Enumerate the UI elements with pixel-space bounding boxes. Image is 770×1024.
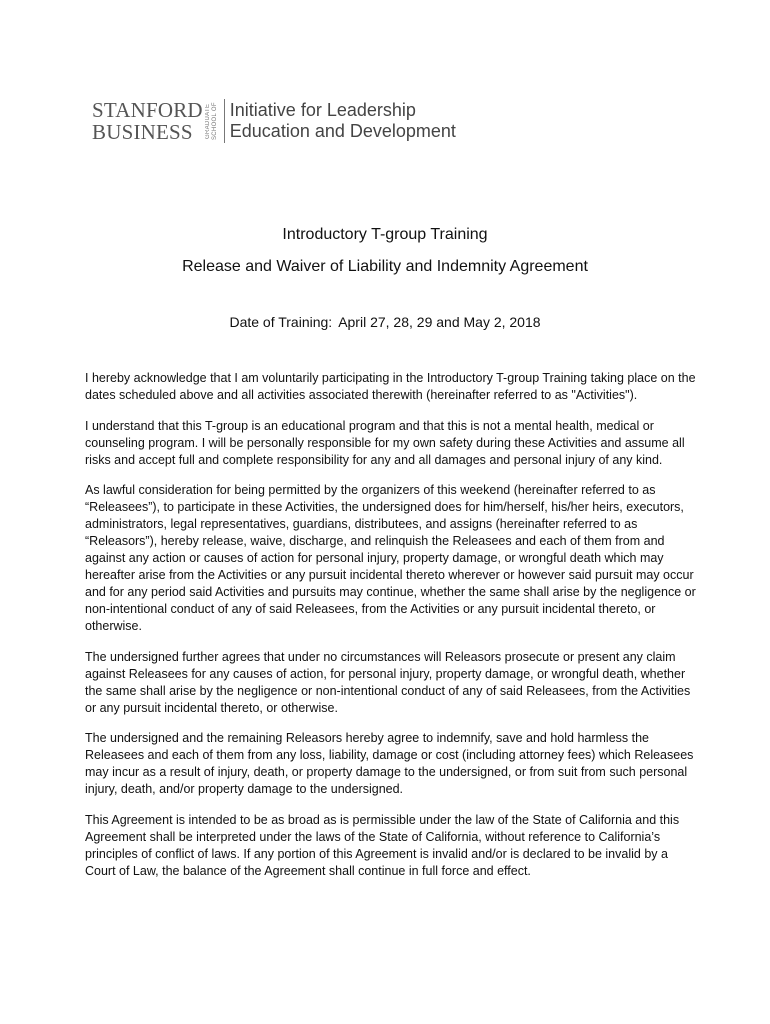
logo-vertical-line1: GRADUATE [204, 103, 211, 139]
paragraph-release: As lawful consideration for being permitted by the organizers of this weekend (hereinafter referred to as “Releasees”), to participate in these Activities, the undersigned does for him/herself, his/her heirs, executors, administrators, legal representatives, guardians, distributees, and assigns (hereinafter referred to as “Releasors”), hereby release, waive, discharge, and relinquish the Releasees and each of them from and against any action or causes of action for personal injury, property damage, or wrongful death which may hereafter arise from the Activities or any pursuit incidental thereto wherever or however said pursuit may occur and for any period said Activities and pursuits may continue, whether the same shall arise by the negligence or non-intentional conduct of any of said Releasees, from the Activities or any pursuit incidental thereto, or otherwise. [85, 483, 696, 633]
training-date [0, 314, 770, 330]
logo-program-line2: Education and Development [229, 121, 456, 141]
header-logo [92, 98, 456, 144]
logo-school-line1: STANFORD [92, 98, 203, 122]
logo-school-line2: BUSINESS [92, 120, 193, 144]
logo-divider [224, 99, 225, 143]
logo-school-name [92, 99, 203, 143]
logo-program-name [230, 100, 456, 142]
logo-vertical-text [205, 99, 219, 143]
agreement-body [85, 370, 697, 893]
paragraph-no-claims: The undersigned further agrees that under no circumstances will Releasors prosecute or present any claim against Releasees for any causes of action, for personal injury, property damage, or wrongful death, whether the same shall arise by the negligence or non-intentional conduct of any of said Releasees, from the Activities or any pursuit incidental thereto, or otherwise. [85, 649, 691, 715]
document-title: Introductory T-group Training [282, 226, 488, 243]
paragraph-indemnity: The undersigned and the remaining Releasors hereby agree to indemnify, save and hold harmless the Releasees and each of them from any loss, liability, damage or cost (including attorney fees) which Releasees may incur as a result of injury, death, or property damage to the undersigned, or from suit from such personal injury, death, and/or property damage to the undersigned. [85, 731, 694, 796]
paragraph-responsibility: I understand that this T-group is an educational program and that this is not a mental health, medical or counseling program. I will be personally responsible for my own safety during these Activities and assume all risks and accept full and complete responsibility for any and all damages and personal injury of any kind. [85, 418, 685, 467]
date-label: Date of Training: [229, 314, 333, 330]
document-subtitle: Release and Waiver of Liability and Indemnity Agreement [182, 258, 588, 275]
paragraph-governing-law: This Agreement is intended to be as broad as is permissible under the law of the State of California and this Agreement shall be interpreted under the laws of the State of California, without reference to California’s principles of conflict of laws. If any portion of this Agreement is invalid and/or is declared to be invalid by a Court of Law, the balance of the Agreement shall continue in full force and effect. [85, 812, 680, 878]
logo-vertical-line2: SCHOOL OF [211, 102, 218, 140]
paragraph-acknowledgement: I hereby acknowledge that I am voluntarily participating in the Introductory T-group Training taking place on the dates scheduled above and all activities associated therewith (hereinafter referred to as "Activities"). [85, 371, 696, 402]
date-value: April 27, 28, 29 and May 2, 2018 [338, 314, 541, 330]
logo-program-line1: Initiative for Leadership [229, 100, 416, 120]
